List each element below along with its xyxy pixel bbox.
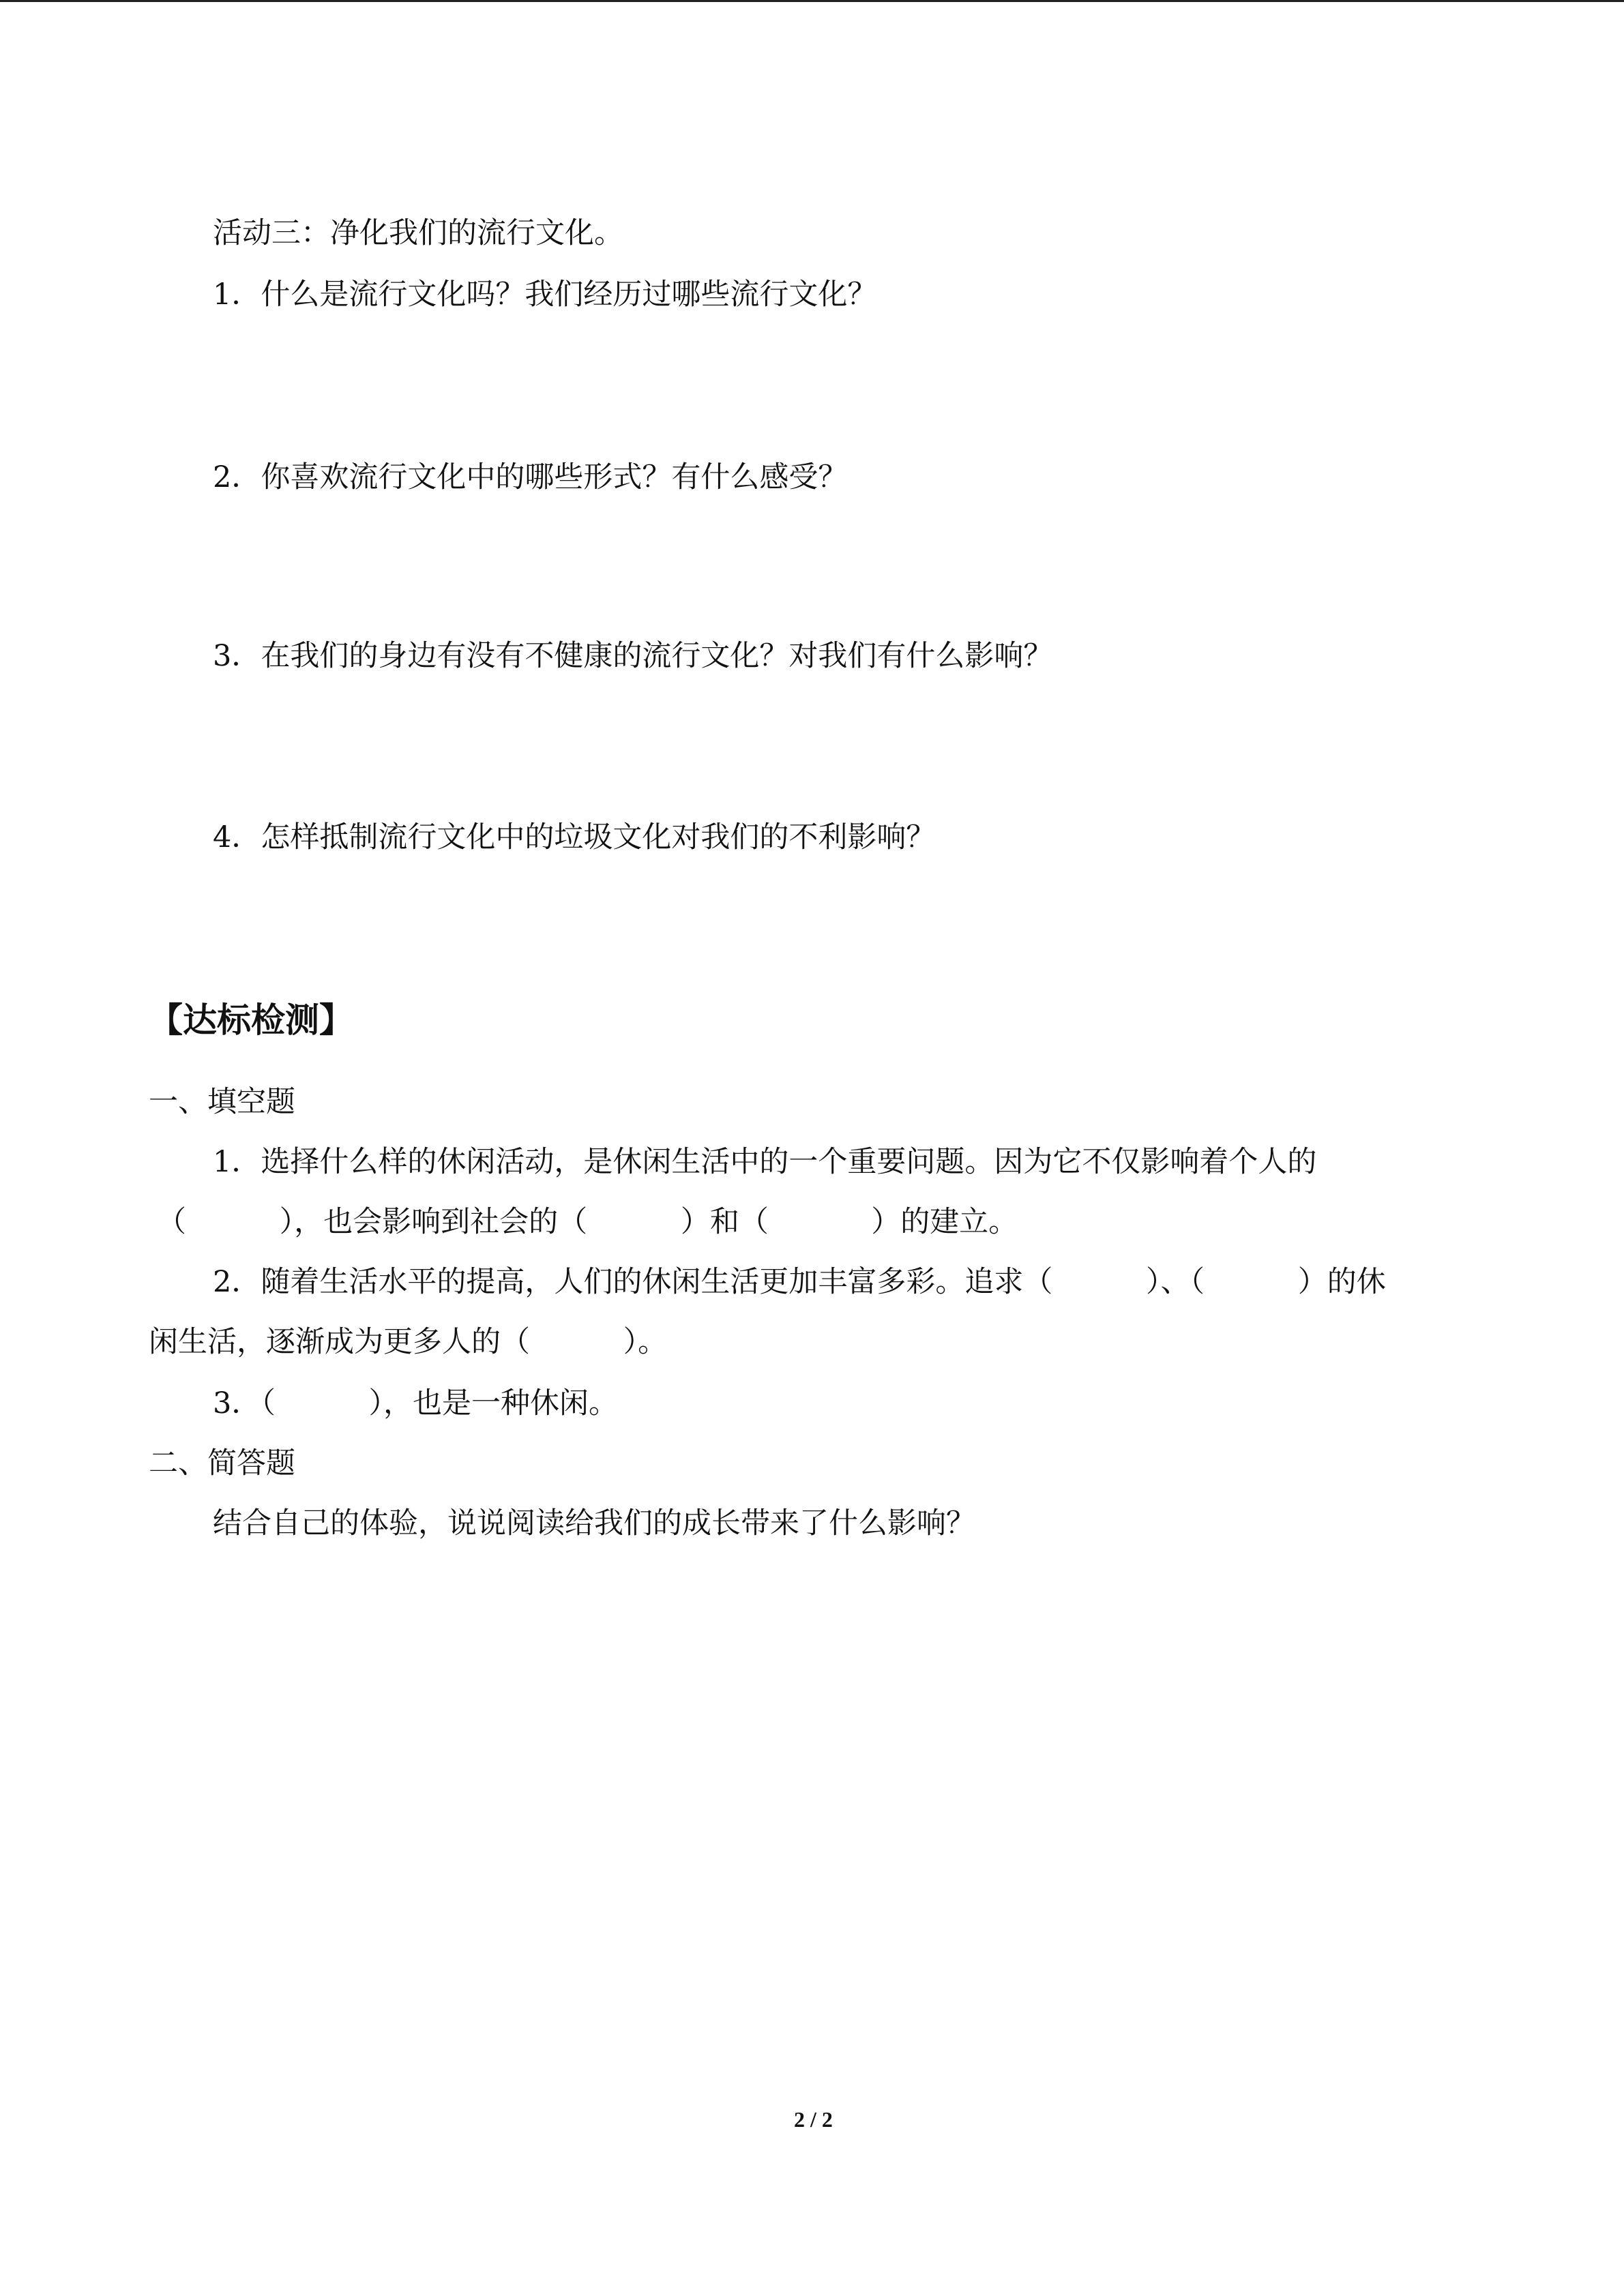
- activity3-question-1: 1．什么是流行文化吗？我们经历过哪些流行文化？: [213, 278, 877, 312]
- short-answer-question: 结合自己的体验，说说阅读给我们的成长带来了什么影响？: [213, 1506, 975, 1540]
- fill-blank-item-1-line-2: （ ），也会影响到社会的（ ）和（ ）的建立。: [157, 1205, 1018, 1239]
- activity3-question-3: 3．在我们的身边有没有不健康的流行文化？对我们有什么影响？: [213, 639, 1053, 673]
- page-number: 2 / 2: [794, 2107, 833, 2132]
- short-answer-section-title: 二、简答题: [149, 1446, 295, 1480]
- fill-blank-item-2-line-1: 2．随着生活水平的提高，人们的休闲生活更加丰富多彩。追求（ ）、（ ）的休: [213, 1265, 1386, 1299]
- page-top-border: [0, 0, 1624, 2]
- fill-blank-item-2-line-2: 闲生活，逐渐成为更多人的（ ）。: [149, 1325, 668, 1359]
- fill-blank-item-1-line-1: 1．选择什么样的休闲活动，是休闲生活中的一个重要问题。因为它不仅影响着个人的: [213, 1145, 1317, 1179]
- fill-blank-item-3: 3．（ ），也是一种休闲。: [213, 1386, 619, 1420]
- activity3-question-2: 2．你喜欢流行文化中的哪些形式？有什么感受？: [213, 460, 848, 494]
- activity3-question-4: 4．怎样抵制流行文化中的垃圾文化对我们的不利影响？: [213, 820, 936, 854]
- fill-blank-section-title: 一、填空题: [149, 1085, 295, 1119]
- activity3-title: 活动三：净化我们的流行文化。: [213, 216, 623, 250]
- assessment-heading: 【达标检测】: [149, 1000, 353, 1040]
